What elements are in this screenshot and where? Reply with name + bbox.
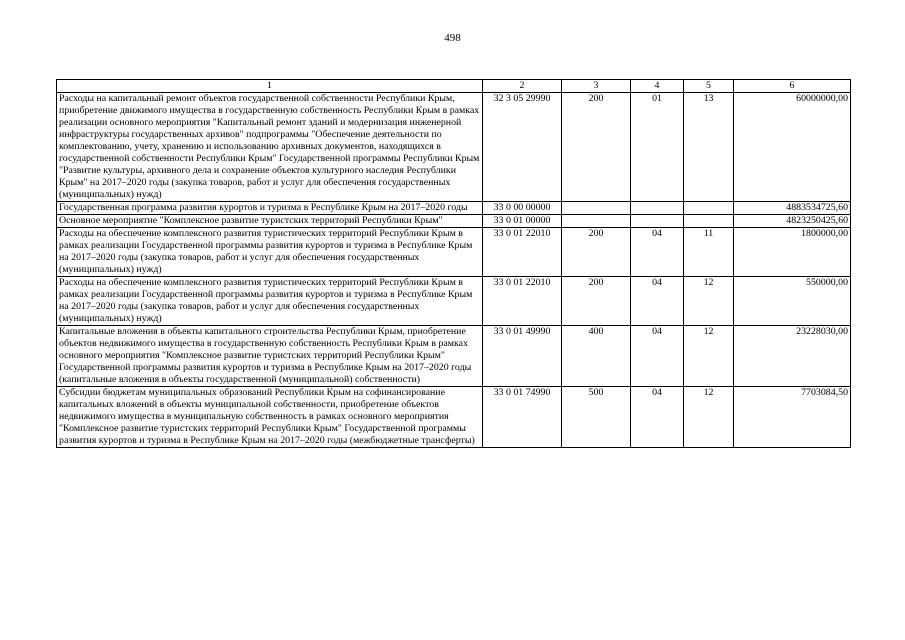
- page-number: 498: [444, 32, 461, 44]
- row-csr: 33 0 01 74990: [483, 387, 562, 448]
- table-header-row: [57, 80, 851, 93]
- column-header-rz: 4: [631, 80, 684, 93]
- row-name: Расходы на капитальный ремонт объектов государственной собственности Республики Крым, приобретение движимого имущества в государственную собственность Республики Крым в рамках реализации основного мероприятия "Капитальный ремонт зданий и модернизация инженерной инфраструктуры государственных архивов" подпрограммы "Обеспечение деятельности по комплектованию, учету, хранению и использованию архивных документов, находящихся в государственной собственности Республики Крым" Государственной программы Республики Крым "Развитие культуры, архивного дела и сохранение объектов культурного наследия Республики Крым" на 2017–2020 годы (закупка товаров, работ и услуг для обеспечения государственных (муниципальных) нужд): [57, 93, 483, 202]
- budget-table: [56, 79, 851, 448]
- row-amount: 4883534725,60: [734, 202, 851, 215]
- row-amount: 7703084,50: [734, 387, 851, 448]
- row-rz: 04: [631, 277, 684, 326]
- row-pr: [684, 202, 734, 215]
- column-header-name: 1: [57, 80, 483, 93]
- row-vr: 200: [562, 228, 631, 277]
- row-vr: [562, 202, 631, 215]
- row-name: Основное мероприятие "Комплексное развитие туристских территорий Республики Крым": [57, 215, 483, 228]
- row-name: Капитальные вложения в объекты капитального строительства Республики Крым, приобретение объектов недвижимого имущества в государственную собственность Республики Крым в рамках основного мероприятия "Комплексное развитие туристских территорий Республики Крым" Государственной программы развития курортов и туризма в Республике Крым на 2017–2020 годы (капитальные вложения в объекты государственной (муниципальной) собственности): [57, 326, 483, 387]
- column-header-vr: 3: [562, 80, 631, 93]
- row-amount: 4823250425,60: [734, 215, 851, 228]
- column-header-csr: 2: [483, 80, 562, 93]
- row-rz: 01: [631, 93, 684, 202]
- column-header-amount: 6: [734, 80, 851, 93]
- row-amount: 23228030,00: [734, 326, 851, 387]
- row-csr: 33 0 01 49990: [483, 326, 562, 387]
- table-row: [57, 228, 851, 277]
- row-vr: 500: [562, 387, 631, 448]
- row-pr: 12: [684, 277, 734, 326]
- table-row: [57, 215, 851, 228]
- row-name: Государственная программа развития курортов и туризма в Республике Крым на 2017–2020 годы: [57, 202, 483, 215]
- row-amount: 60000000,00: [734, 93, 851, 202]
- row-csr: 33 0 01 22010: [483, 277, 562, 326]
- row-pr: 12: [684, 387, 734, 448]
- row-pr: [684, 215, 734, 228]
- row-vr: 200: [562, 277, 631, 326]
- table-row: [57, 202, 851, 215]
- row-pr: 11: [684, 228, 734, 277]
- row-csr: 33 0 00 00000: [483, 202, 562, 215]
- row-pr: 12: [684, 326, 734, 387]
- row-rz: [631, 215, 684, 228]
- row-name: Расходы на обеспечение комплексного развития туристических территорий Республики Крым в рамках реализации Государственной программы развития курортов и туризма в Республике Крым на 2017–2020 годы (закупка товаров, работ и услуг для обеспечения государственных (муниципальных) нужд): [57, 277, 483, 326]
- row-rz: 04: [631, 387, 684, 448]
- row-pr: 13: [684, 93, 734, 202]
- table-row: [57, 277, 851, 326]
- row-csr: 33 0 01 00000: [483, 215, 562, 228]
- row-vr: 200: [562, 93, 631, 202]
- table-row: [57, 93, 851, 202]
- row-csr: 33 0 01 22010: [483, 228, 562, 277]
- row-name: Субсидии бюджетам муниципальных образований Республики Крым на софинансирование капитальных вложений в объекты муниципальной собственности, приобретение объектов недвижимого имущества в муниципальную собственность в рамках основного мероприятия "Комплексное развитие туристских территорий Республики Крым" Государственной программы развития курортов и туризма в Республике Крым на 2017–2020 годы (межбюджетные трансферты): [57, 387, 483, 448]
- row-name: Расходы на обеспечение комплексного развития туристических территорий Республики Крым в рамках реализации Государственной программы развития курортов и туризма в Республике Крым на 2017–2020 годы (закупка товаров, работ и услуг для обеспечения государственных (муниципальных) нужд): [57, 228, 483, 277]
- row-rz: 04: [631, 228, 684, 277]
- row-rz: [631, 202, 684, 215]
- row-vr: 400: [562, 326, 631, 387]
- table-row: [57, 326, 851, 387]
- table-row: [57, 387, 851, 448]
- row-amount: 1800000,00: [734, 228, 851, 277]
- row-vr: [562, 215, 631, 228]
- column-header-pr: 5: [684, 80, 734, 93]
- row-rz: 04: [631, 326, 684, 387]
- row-amount: 550000,00: [734, 277, 851, 326]
- row-csr: 32 3 05 29990: [483, 93, 562, 202]
